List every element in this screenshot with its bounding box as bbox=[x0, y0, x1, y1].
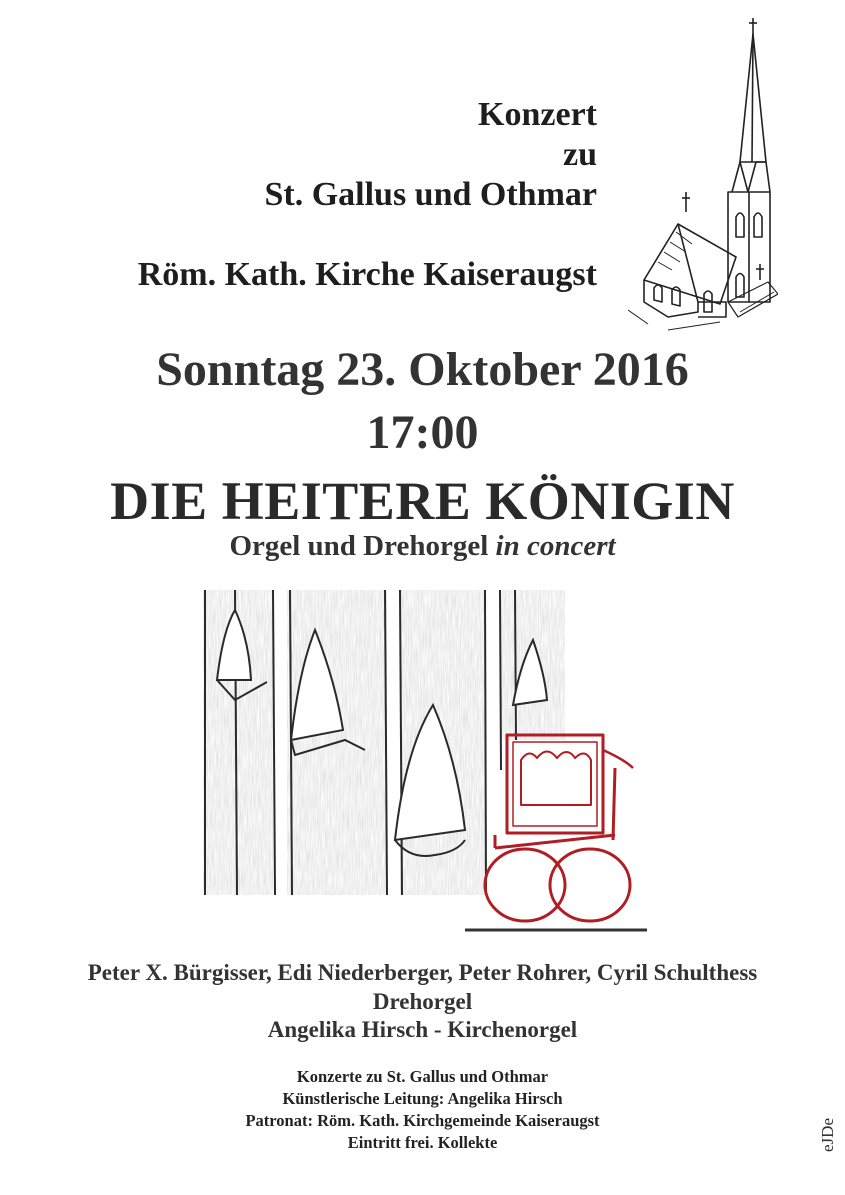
barrel-organ-icon bbox=[485, 735, 633, 921]
subtitle-italic: in concert bbox=[495, 530, 616, 562]
event-subtitle bbox=[0, 528, 845, 564]
organist-line: Angelika Hirsch - Kirchenorgel bbox=[267, 1017, 578, 1042]
footer-admission: Eintritt frei. Kollekte bbox=[347, 1133, 498, 1152]
footer-artistic-direction: Künstlerische Leitung: Angelika Hirsch bbox=[282, 1089, 563, 1108]
header-konzert: Konzert bbox=[478, 96, 597, 133]
designer-signature: eJDe bbox=[818, 1118, 837, 1152]
header-saints: St. Gallus und Othmar bbox=[264, 176, 597, 213]
header-zu: zu bbox=[563, 136, 597, 173]
event-date: Sonntag 23. Oktober 2016 bbox=[156, 343, 689, 396]
subtitle-main: Orgel und Drehorgel bbox=[229, 530, 496, 562]
header-church-name: Röm. Kath. Kirche Kaiseraugst bbox=[137, 256, 597, 293]
performer-names: Peter X. Bürgisser, Edi Niederberger, Peter Rohrer, Cyril Schulthess bbox=[87, 960, 758, 985]
performer-instrument: Drehorgel bbox=[372, 989, 473, 1014]
event-time: 17:00 bbox=[366, 406, 479, 459]
event-title: DIE HEITERE KÖNIGIN bbox=[110, 471, 735, 531]
footer-series: Konzerte zu St. Gallus und Othmar bbox=[296, 1067, 549, 1086]
organ-pipes-illustration bbox=[195, 590, 655, 940]
footer-patronage: Patronat: Röm. Kath. Kirchgemeinde Kaiseraugst bbox=[245, 1111, 600, 1130]
church-illustration bbox=[628, 12, 778, 337]
